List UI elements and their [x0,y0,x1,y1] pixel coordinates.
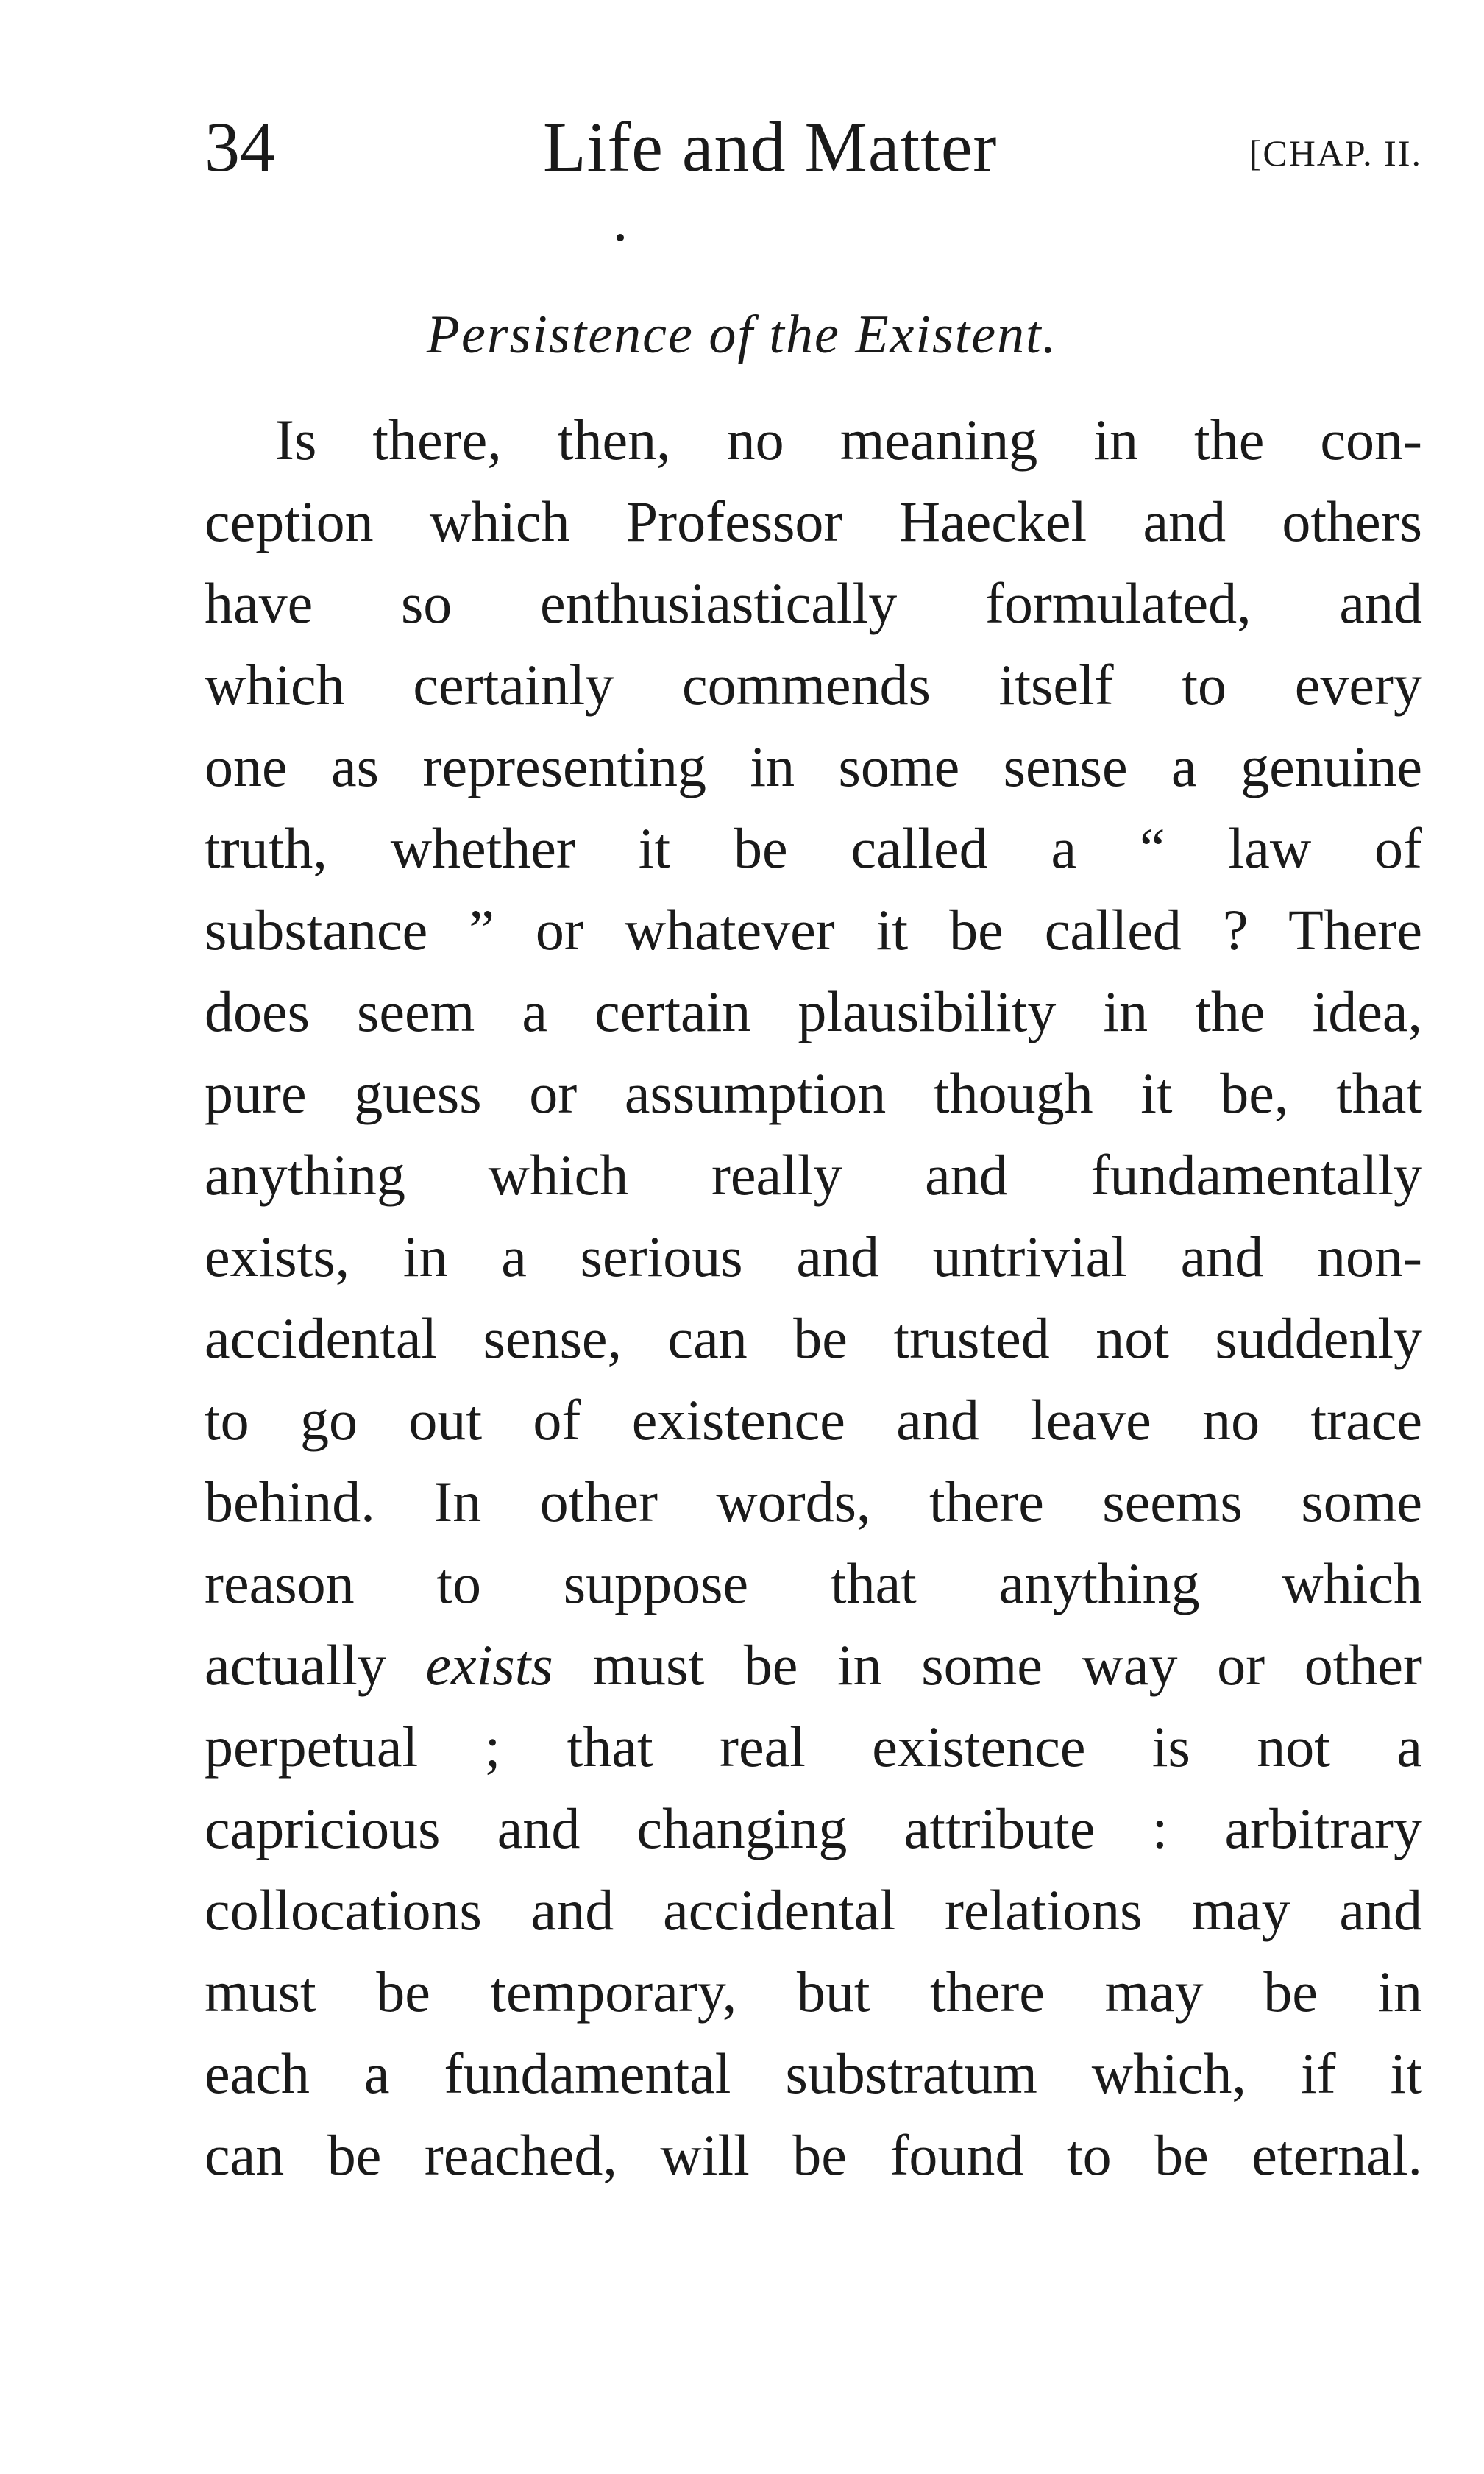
running-title: Life and Matter [543,107,998,186]
text-line: can be reached, will be found to be eternal. [205,2123,1422,2187]
text-line: substance ” or whatever it be called ? There [205,898,1422,962]
text-line: exists, in a serious and untrivial and non- [205,1224,1422,1289]
chapter-reference: [CHAP. II. [1249,132,1422,174]
stray-dot-mark [617,234,624,241]
text-line: does seem a certain plausibility in the idea, [205,979,1422,1043]
page-number: 34 [205,107,275,186]
text-line [205,1624,1422,1706]
text-line: anything which really and fundamentally [205,1143,1422,1207]
emphasized-word: exists [425,1633,553,1697]
running-head [205,103,1422,191]
text-line: ception which Professor Haeckel and others [205,489,1422,553]
text-line: capricious and changing attribute : arbitrary [205,1796,1422,1860]
text-line: one as representing in some sense a genuine [205,734,1422,798]
text-line: perpetual ; that real existence is not a [205,1715,1422,1779]
text-line: pure guess or assumption though it be, that [205,1061,1422,1125]
text-line: have so enthusiastically formulated, and [205,571,1422,635]
text-line: to go out of existence and leave no trace [205,1388,1422,1452]
text-line: behind. In other words, there seems some [205,1470,1422,1534]
text-line: must be temporary, but there may be in [205,1960,1422,2024]
text-line: Is there, then, no meaning in the con- [275,408,1422,472]
section-heading: Persistence of the Existent. [426,305,1058,365]
text-line: each a fundamental substratum which, if it [205,2041,1422,2105]
text-line: reason to suppose that anything which [205,1551,1422,1615]
text-line: truth, whether it be called a “ law of [205,816,1422,880]
text-line: which certainly commends itself to every [205,653,1422,717]
text-line: accidental sense, can be trusted not suddenly [205,1306,1422,1370]
text-line: collocations and accidental relations may and [205,1878,1422,1942]
text-fragment: must be in some way or other [553,1633,1422,1697]
body-paragraph [205,399,1422,2196]
text-fragment: actually [205,1633,426,1697]
